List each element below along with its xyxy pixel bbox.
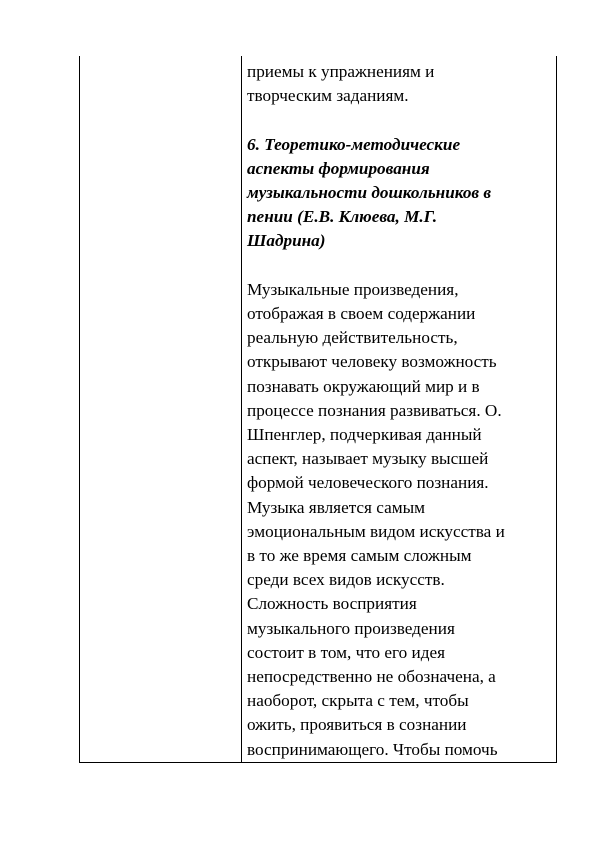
text-line: непосредственно не обозначена, а bbox=[247, 667, 496, 687]
text-line: познавать окружающий мир и в bbox=[247, 376, 480, 396]
heading-line: музыкальности дошкольников в bbox=[247, 183, 492, 202]
text-line: наоборот, скрыта с тем, чтобы bbox=[247, 691, 469, 711]
intro-paragraph bbox=[247, 60, 549, 108]
text-line: музыкального произведения bbox=[247, 618, 455, 638]
text-line: среди всех видов искусств. bbox=[247, 570, 445, 590]
heading-line: Шадрина) bbox=[247, 231, 326, 251]
section-heading bbox=[247, 133, 549, 254]
paragraph-spacer bbox=[247, 254, 549, 278]
heading-line: аспекты формирования bbox=[247, 158, 430, 178]
text-line: эмоциональным видом искусства и bbox=[247, 521, 505, 541]
text-line: отображая в своем содержании bbox=[247, 304, 476, 323]
table-cell-left bbox=[80, 56, 241, 762]
text-line: приемы к упражнениям и bbox=[247, 62, 435, 81]
text-line: процессе познания развиваться. О. bbox=[247, 400, 502, 420]
text-line: аспект, называет музыку высшей bbox=[247, 449, 489, 469]
text-line: в то же время самым сложным bbox=[247, 546, 472, 566]
text-line: ожить, проявиться в сознании bbox=[247, 715, 467, 735]
heading-line: 6. Теоретико-методические bbox=[247, 134, 461, 154]
text-line: творческим заданиям. bbox=[247, 86, 409, 106]
text-line: открывают человеку возможность bbox=[247, 352, 497, 372]
text-line: Шпенглер, подчеркивая данный bbox=[247, 425, 482, 445]
text-line: воспринимающего. Чтобы помочь bbox=[247, 739, 498, 759]
text-line: Сложность восприятия bbox=[247, 594, 417, 614]
text-line: состоит в том, что его идея bbox=[247, 642, 446, 662]
text-line: Музыкальные произведения, bbox=[247, 279, 459, 299]
heading-line: пении (Е.В. Клюева, М.Г. bbox=[247, 207, 438, 227]
column-divider bbox=[241, 56, 242, 762]
table-cell-right bbox=[247, 60, 549, 762]
body-paragraph bbox=[247, 278, 549, 762]
text-line: Музыка является самым bbox=[247, 497, 426, 517]
paragraph-spacer bbox=[247, 108, 549, 132]
text-line: реальную действительность, bbox=[247, 328, 458, 348]
text-line: формой человеческого познания. bbox=[247, 473, 489, 493]
document-table bbox=[79, 56, 557, 763]
